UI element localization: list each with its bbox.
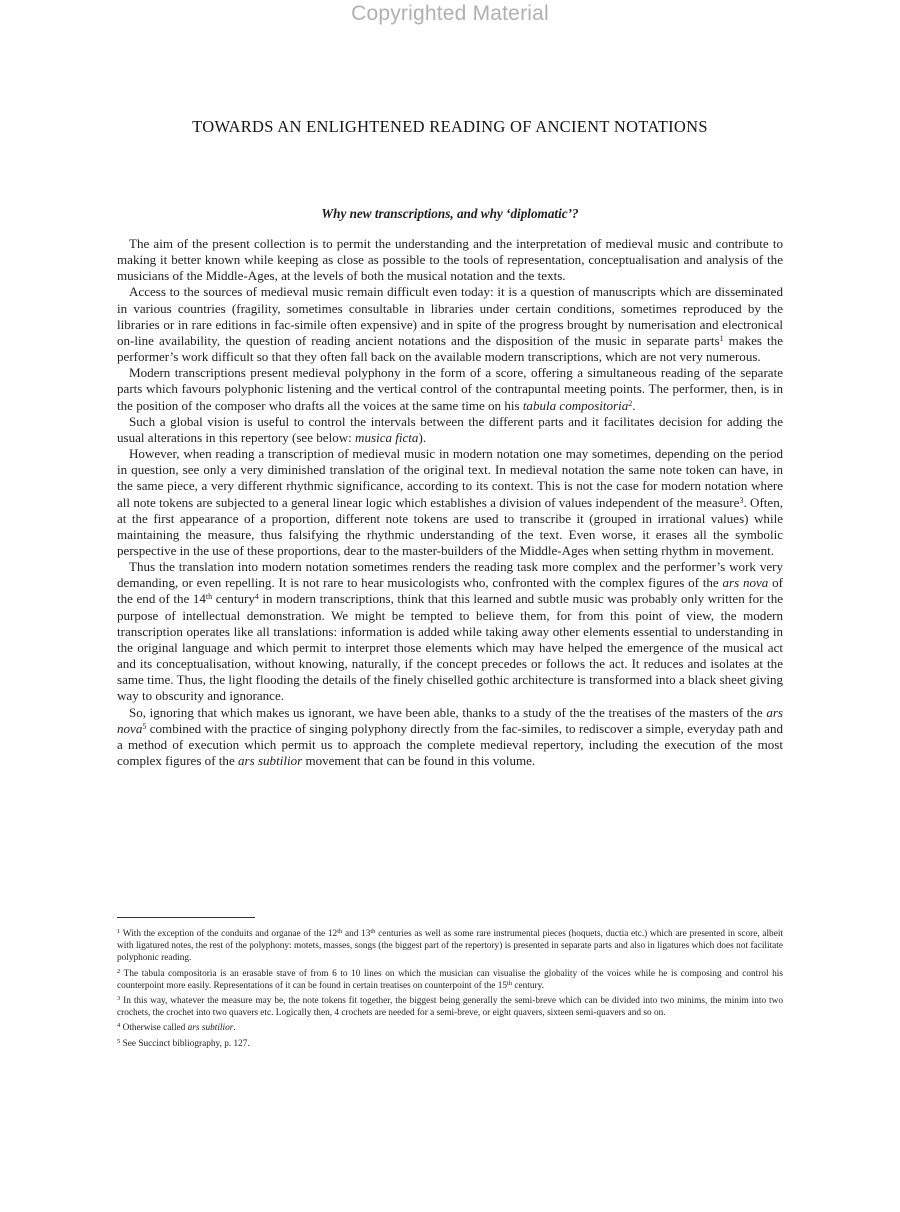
text-run: ).: [418, 429, 427, 445]
footnote-mark: th: [370, 928, 376, 935]
text-run: Otherwise called: [120, 1023, 188, 1034]
paragraph: [117, 446, 783, 559]
footnote-mark: 2: [117, 967, 121, 975]
text-run: combined with the practice of singing polyphony directly from the fac-similes, to rediscover a simple, everyday path and a method of execution which permit us to approach the complete medieval repertory, including the execution of the most complex figures of the: [117, 720, 783, 768]
section-subtitle: Why new transcriptions, and why ‘diplomatic’?: [321, 206, 579, 221]
footnote-mark: 4: [117, 1022, 121, 1030]
text-run: The tabula compositoria is an erasable stave of from 6 to 10 lines on which the musician can visualise the globality of the voices while he is composing and control his counterpoint more easily. Representations of it can be found in certain treatises on counterpoint of the 15: [117, 968, 783, 991]
footnote-mark: th: [205, 592, 213, 602]
paragraph: [117, 559, 783, 704]
paragraph: [117, 284, 783, 365]
text-run: century.: [512, 980, 544, 991]
text-run: Modern transcriptions present medieval polyphony in the form of a score, offering a simultaneous reading of the separate parts which favours polyphonic listening and the vertical control of the contrapuntal meeting points. The performer, then, is in the position of the composer who drafts all the voices at the same time on his: [117, 365, 783, 413]
footnote-mark: 1: [719, 333, 724, 343]
text-run: movement that can be found in this volume.: [302, 753, 536, 768]
italic-text: ars subtilior: [187, 1023, 234, 1034]
paragraph: [117, 414, 783, 446]
text-run: However, when reading a transcription of medieval music in modern notation one may sometimes, depending on the period in question, see only a very diminished translation of the original text. In medieval notation the same note token can have, in the same piece, a very different rhythmic significance, according to its context. This is not the case for modern notation where all note tokens are subjected to a general linear logic which establishes a division of values independent of the measure: [117, 446, 783, 510]
text-run: The aim of the present collection is to permit the understanding and the interpretation of medieval music and contribute to making it better known while keeping as close as possible to the tools of representation, conceptualisation and analysis of the musicians of the Middle-Ages, at the levels of both the musical notation and the texts.: [117, 236, 783, 284]
footnote-mark: 2: [628, 398, 633, 408]
footnote: [117, 995, 783, 1019]
text-run: In this way, whatever the measure may be, the note tokens fit together, the biggest being generally the semi-breve which can be divided into two minims, the minim into two crochets, the crochet into two quavers etc. Logically then, 4 crochets are needed for a semi-breve, or eight quavers, sixteen semi-quavers and so on.: [117, 996, 783, 1019]
footnote: [117, 968, 783, 992]
footnote: [117, 1022, 783, 1034]
text-run: So, ignoring that which makes us ignorant, we have been able, thanks to a study of the the treatises of the masters of the: [129, 704, 767, 720]
footnote: [117, 928, 783, 965]
footnote-mark: 1: [117, 928, 121, 935]
footnote-mark: 3: [117, 995, 121, 1003]
italic-text: ars nova: [117, 704, 783, 736]
text-run: . Often, at the first appearance of a proportion, different note tokens are used to transcribe it (grouped in irrational values) while maintaining the measure, thus falsifying the rhythmic understanding of the text. Even worse, it erases all the symbolic perspective in the use of these proportions, dear to the master-builders of the Middle-Ages when setting rhythm in movement.: [117, 494, 783, 558]
text-run: and 13: [342, 929, 371, 939]
text-run: in modern transcriptions, think that this learned and subtle music was probably only written for the purpose of intellectual demonstration. We might be tempted to believe them, for from this point of view, the modern transcription operates like all translations: information is added while taking away other elements essential to understanding in the original language and which permit to interpret those elements which may have helped the emergence of the musical act and its conceptualisation, without knowing, naturally, if the concept precedes or follows the act. It reduces and isolates at the same time. Thus, the light flooding the details of the finely chiselled gothic architecture is transformed into a black sheet giving way to obscurity and ignorance.: [117, 591, 784, 704]
text-run: century: [212, 591, 255, 607]
paragraph: [117, 236, 783, 284]
footnotes: [117, 928, 783, 1053]
paragraph: [117, 705, 783, 770]
text-run: See Succinct bibliography, p. 127.: [120, 1038, 250, 1049]
text-run: Access to the sources of medieval music remain difficult even today: it is a question of manuscripts which are disseminated in various countries (fragility, sometimes consultable in libraries under certain conditions, sometimes reproduced by the libraries or in rare editions in fac-simile often expensive) and in spite of the progress brought by numerisation and electronical on-line availability, the question of reading ancient notations and the disposition of the music in separate parts: [117, 284, 783, 348]
text-run: makes the performer’s work difficult so that they often fall back on the available modern transcriptions, which are not very numerous.: [117, 332, 783, 365]
italic-text: ars nova: [722, 575, 769, 591]
text-run: .: [233, 1023, 236, 1034]
footnote-mark: 5: [142, 721, 147, 731]
footnote-mark: th: [337, 928, 343, 935]
footnote-mark: th: [507, 979, 513, 987]
page-title: TOWARDS AN ENLIGHTENED READING OF ANCIENT NOTATIONS: [192, 117, 708, 136]
text-run: of the end of the 14: [117, 575, 783, 607]
italic-text: tabula compositoria: [522, 397, 629, 413]
italic-text: ars subtilior: [238, 753, 303, 768]
footnote-mark: 3: [739, 495, 744, 505]
body-text: [117, 236, 783, 769]
text-run: centuries as well as some rare instrumental pieces (hoquets, ductia etc.) which are presented in score, albeit with ligatured notes, the rest of the polyphony: motets, masses, songs (the biggest part of the repertory) is presented in separate parts and also in ligatures which does not facilitate polyphonic reading.: [117, 929, 783, 964]
copyright-watermark: Copyrighted Material: [351, 2, 549, 25]
footnote-mark: 4: [254, 592, 259, 602]
text-run: .: [632, 397, 636, 413]
paragraph: [117, 365, 783, 413]
footnote-separator: [117, 917, 255, 918]
text-run: Such a global vision is useful to control the intervals between the different parts and it facilitates decision for adding the usual alterations in this repertory (see below:: [117, 413, 783, 445]
text-run: With the exception of the conduits and organae of the 12: [120, 929, 338, 939]
footnote: [117, 1038, 783, 1050]
italic-text: musica ficta: [355, 429, 419, 445]
footnote-mark: 5: [117, 1037, 121, 1045]
text-run: Thus the translation into modern notation sometimes renders the reading task more complex and the performer’s work very demanding, or even repelling. It is not rare to hear musicologists who, confronted with the complex figures of the: [117, 559, 783, 591]
